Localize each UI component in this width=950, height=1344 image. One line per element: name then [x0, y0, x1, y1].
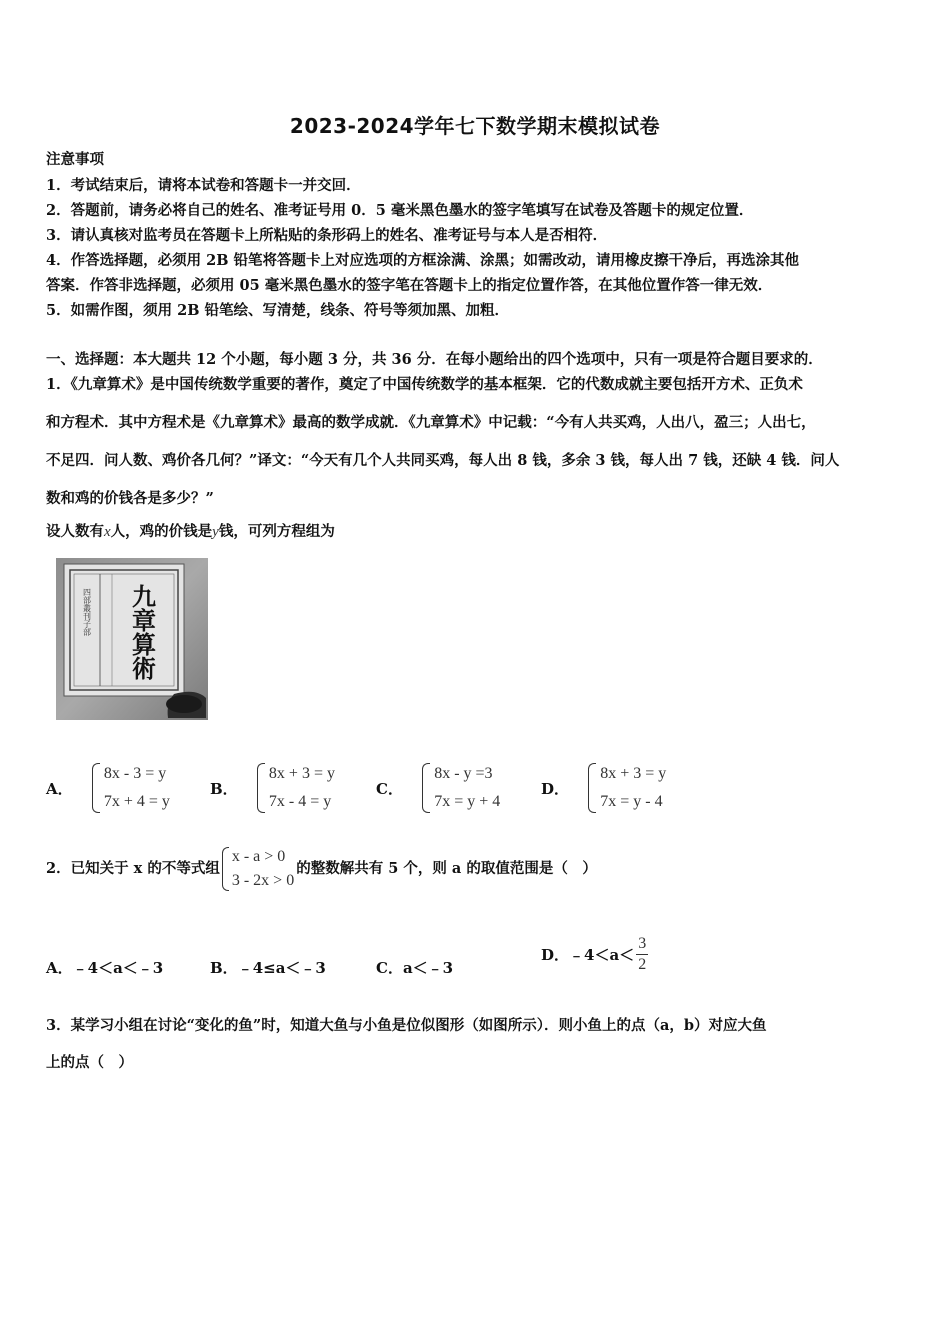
- notice-item: 5．如需作图，须用 2B 铅笔绘、写清楚，线条、符号等须加黑、加粗．: [46, 302, 510, 319]
- equation-system: [422, 760, 500, 816]
- book-spine-label: 四部叢刊子部: [82, 588, 92, 636]
- q2-text: [46, 845, 597, 893]
- q1-text: 和方程术．其中方程术是《九章算术》最高的数学成就．《九章算术》中记载：“今有人共买鸡，人出八，盈三；人出七，: [46, 414, 816, 431]
- option-label: C．: [376, 779, 403, 798]
- option-label: B．: [210, 959, 238, 977]
- option-text: a＜﹣3: [402, 959, 454, 977]
- q1-setup-pre: 设人数有: [46, 523, 104, 540]
- notice-item: 4．作答选择题，必须用 2B 铅笔将答题卡上对应选项的方框涂满、涂黑；如需改动，请用橡皮擦干净后，再选涂其他: [46, 252, 800, 269]
- equation: 7x - 4 = y: [268, 793, 332, 810]
- q2-option-d[interactable]: [541, 934, 648, 975]
- q1-setup: [46, 522, 335, 542]
- notice-item: 2．答题前，请务必将自己的姓名、准考证号用 0．5 毫米黑色墨水的签字笔填写在试卷及答题卡的规定位置．: [46, 202, 754, 219]
- equation: 8x + 3 = y: [600, 765, 667, 782]
- q2-post: 的整数解共有 5 个，则 a 的取值范围是（ ）: [296, 860, 597, 877]
- q3-text: 3．某学习小组在讨论“变化的鱼”时，知道大鱼与小鱼是位似图形（如图所示）．则小鱼上的点（a，b）对应大鱼: [46, 1017, 767, 1034]
- book-photo: [56, 558, 208, 720]
- notice-item: 1．考试结束后，请将本试卷和答题卡一并交回．: [46, 177, 361, 194]
- inequality: 3 - 2x > 0: [231, 872, 295, 889]
- option-label: A．: [46, 779, 73, 798]
- q1-option-d[interactable]: [541, 760, 666, 816]
- option-label: C．: [376, 959, 403, 977]
- option-text: ﹣4＜a＜: [569, 946, 635, 964]
- equation: 7x + 4 = y: [103, 793, 170, 810]
- equation: 8x + 3 = y: [268, 765, 335, 782]
- q1-option-a[interactable]: [46, 760, 170, 816]
- option-text: ﹣4＜a＜﹣3: [72, 959, 164, 977]
- q1-option-c[interactable]: [376, 760, 500, 816]
- var-x: x: [104, 524, 111, 540]
- option-label: B．: [210, 779, 238, 798]
- equation: 8x - y =3: [434, 765, 493, 782]
- equation-system: [92, 760, 170, 816]
- option-label: A．: [46, 959, 73, 977]
- equation-system: [257, 760, 335, 816]
- page-title: 2023-2024学年七下数学期末模拟试卷: [289, 114, 661, 138]
- q2-option-a[interactable]: [46, 957, 163, 978]
- inequality-system: [222, 845, 294, 893]
- fraction-numerator: 3: [636, 934, 648, 955]
- q2-option-c[interactable]: [376, 957, 453, 978]
- q1-text: 数和鸡的价钱各是多少？”: [46, 490, 214, 507]
- q2-pre: 2．已知关于 x 的不等式组: [46, 860, 220, 877]
- q1-option-b[interactable]: [210, 760, 335, 816]
- q1-setup-mid: 人，鸡的价钱是: [110, 523, 213, 540]
- q3-text: 上的点（ ）: [46, 1054, 133, 1071]
- book-title: 九章算術: [127, 584, 157, 680]
- q1-setup-post: 钱，可列方程组为: [218, 523, 335, 540]
- option-label: D．: [541, 779, 570, 798]
- q1-text: 1．《九章算术》是中国传统数学重要的著作，奠定了中国传统数学的基本框架．它的代数成就主要包括开方术、正负术: [46, 376, 803, 393]
- inequality: x - a > 0: [231, 848, 286, 865]
- equation-system: [588, 760, 666, 816]
- option-text: ﹣4≤a＜﹣3: [237, 959, 326, 977]
- fraction: [636, 934, 648, 975]
- notice-heading: 注意事项: [46, 151, 104, 168]
- q1-text: 不足四．问人数、鸡价各几何？”译文：“今天有几个人共同买鸡，每人出 8 钱，多余 3 钱，每人出 7 钱，还缺 4 钱．问人: [46, 452, 840, 469]
- option-label: D．: [541, 946, 570, 964]
- fraction-denominator: 2: [638, 956, 647, 973]
- notice-item: 3．请认真核对监考员在答题卡上所粘贴的条形码上的姓名、准考证号与本人是否相符．: [46, 227, 608, 244]
- q2-option-b[interactable]: [210, 957, 326, 978]
- var-y: y: [212, 524, 219, 540]
- notice-item: 答案．作答非选择题，必须用 05 毫米黑色墨水的签字笔在答题卡上的指定位置作答，在其他位置作答一律无效．: [46, 277, 773, 294]
- equation: 8x - 3 = y: [103, 765, 167, 782]
- section-heading: 一、选择题：本大题共 12 个小题，每小题 3 分，共 36 分．在每小题给出的四个选项中，只有一项是符合题目要求的．: [46, 351, 823, 368]
- equation: 7x = y - 4: [600, 793, 663, 810]
- equation: 7x = y + 4: [434, 793, 501, 810]
